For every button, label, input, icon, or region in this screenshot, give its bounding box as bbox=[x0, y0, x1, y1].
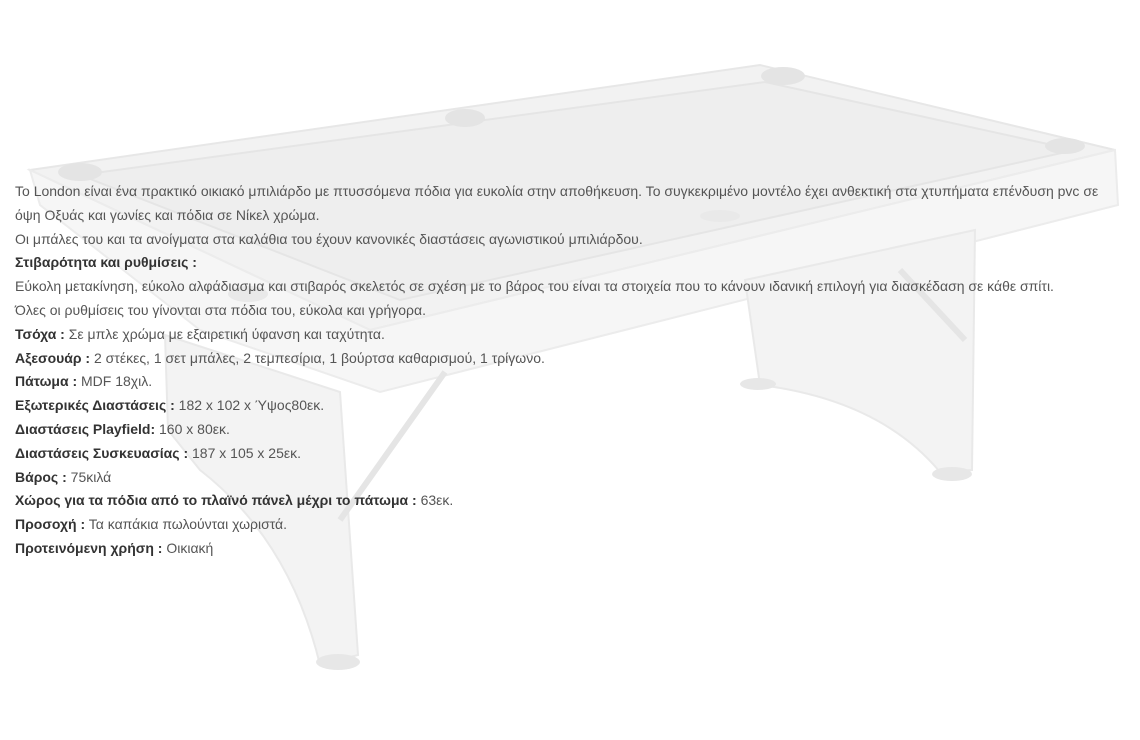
spec-value: Τα καπάκια πωλούνται χωριστά. bbox=[85, 516, 288, 533]
spec-value: Οικιακή bbox=[162, 539, 214, 556]
spec-value: 63εκ. bbox=[416, 492, 454, 509]
spec-label: Τσόχα : bbox=[15, 325, 65, 342]
spec-label: Προτεινόμενη χρήση : bbox=[15, 539, 163, 556]
intro-paragraph-1: Το London είναι ένα πρακτικό οικιακό μπιλιάρδο με πτυσσόμενα πόδια για ευκολία στην αποθήκευση. Το συγκεκριμένο μοντέλο έχει ανθεκτική στα χτυπήματα επένδυση pvc σε όψη Οξυάς και γωνίες και πόδια σε Νίκελ χρώμα. bbox=[15, 183, 1099, 223]
section-paragraph-1: Εύκολη μετακίνηση, εύκολο αλφάδιασμα και στιβαρός σκελετός σε σχέση με το βάρος του είναι τα στοιχεία που το κάνουν ιδανική επιλογή για διασκέδαση σε κάθε σπίτι. bbox=[15, 278, 1054, 295]
spec-label: Βάρος : bbox=[15, 468, 67, 485]
spec-row-weight bbox=[15, 466, 1133, 490]
spec-label: Αξεσουάρ : bbox=[15, 349, 91, 366]
spec-label: Χώρος για τα πόδια από το πλαϊνό πάνελ μέχρι το πάτωμα : bbox=[15, 492, 417, 509]
spec-label: Διαστάσεις Playfield: bbox=[15, 420, 156, 437]
section-paragraph-2: Όλες οι ρυθμίσεις του γίνονται στα πόδια του, εύκολα και γρήγορα. bbox=[15, 301, 426, 318]
spec-row-playfield-dimensions bbox=[15, 418, 1133, 442]
spec-label: Προσοχή : bbox=[15, 516, 86, 533]
spec-value: MDF 18χιλ. bbox=[77, 373, 153, 390]
spec-label: Πάτωμα : bbox=[15, 373, 78, 390]
spec-label: Διαστάσεις Συσκευασίας : bbox=[15, 444, 189, 461]
spec-value: 187 x 105 x 25εκ. bbox=[188, 444, 301, 461]
section-heading bbox=[15, 251, 1133, 275]
product-description bbox=[15, 180, 1133, 561]
spec-value: 182 x 102 x Ύψος80εκ. bbox=[174, 397, 325, 414]
section-heading-text: Στιβαρότητα και ρυθμίσεις : bbox=[15, 254, 197, 271]
spec-row-caution bbox=[15, 513, 1133, 537]
spec-label: Εξωτερικές Διαστάσεις : bbox=[15, 397, 175, 414]
spec-value: Σε μπλε χρώμα με εξαιρετική ύφανση και ταχύτητα. bbox=[64, 325, 385, 342]
spec-row-cloth bbox=[15, 323, 1133, 347]
spec-row-external-dimensions bbox=[15, 394, 1133, 418]
spec-value: 2 στέκες, 1 σετ μπάλες, 2 τεμπεσίρια, 1 βούρτσα καθαρισμού, 1 τρίγωνο. bbox=[90, 349, 545, 366]
spec-row-accessories bbox=[15, 347, 1133, 371]
spec-row-leg-clearance bbox=[15, 489, 1133, 513]
spec-row-recommended-use bbox=[15, 537, 1133, 561]
spec-row-package-dimensions bbox=[15, 442, 1133, 466]
spec-row-floor bbox=[15, 370, 1133, 394]
spec-value: 75κιλά bbox=[66, 468, 112, 485]
intro-paragraph-2: Οι μπάλες του και τα ανοίγματα στα καλάθια του έχουν κανονικές διαστάσεις αγωνιστικού μπιλιάρδου. bbox=[15, 230, 643, 247]
spec-value: 160 x 80εκ. bbox=[155, 420, 230, 437]
